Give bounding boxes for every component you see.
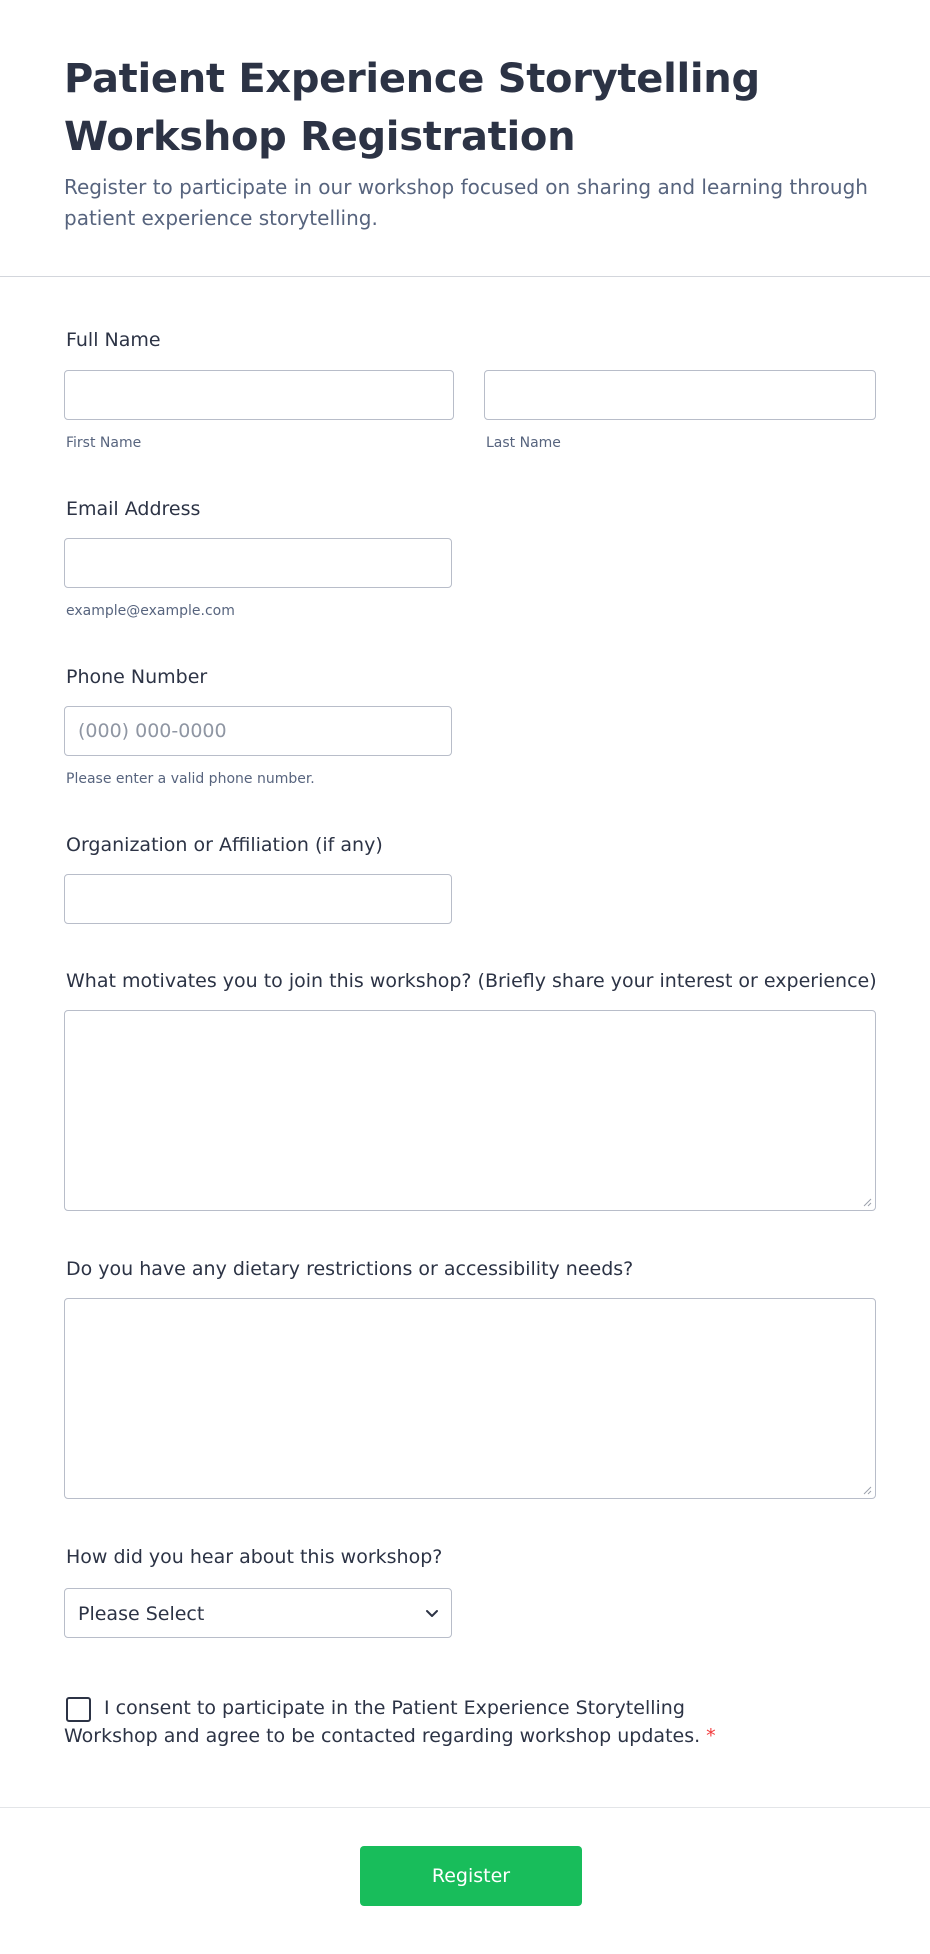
- full-name-label: Full Name: [66, 329, 161, 351]
- phone-placeholder: (000) 000-0000: [78, 720, 227, 742]
- first-name-input[interactable]: [64, 370, 454, 420]
- needs-label: Do you have any dietary restrictions or accessibility needs?: [66, 1258, 634, 1280]
- phone-sublabel: Please enter a valid phone number.: [66, 771, 315, 787]
- phone-label: Phone Number: [66, 666, 208, 688]
- needs-textarea[interactable]: [64, 1298, 876, 1499]
- email-input[interactable]: [64, 538, 452, 588]
- required-asterisk: *: [706, 1725, 716, 1747]
- last-name-input[interactable]: [484, 370, 876, 420]
- chevron-down-icon: [423, 1604, 441, 1622]
- resize-grip-icon[interactable]: [862, 1485, 872, 1495]
- motivation-label: What motivates you to join this workshop? (Briefly share your interest or experience): [66, 970, 877, 992]
- referral-label: How did you hear about this workshop?: [66, 1546, 443, 1568]
- organization-input[interactable]: [64, 874, 452, 924]
- register-button[interactable]: Register: [360, 1846, 582, 1906]
- page-title: Patient Experience Storytelling Workshop Registration: [64, 56, 760, 160]
- form-header: [64, 50, 884, 234]
- phone-input[interactable]: [64, 706, 452, 756]
- email-label: Email Address: [66, 498, 201, 520]
- email-sublabel: example@example.com: [66, 603, 235, 619]
- consent-text-block: [64, 1694, 784, 1750]
- first-name-sublabel: First Name: [66, 435, 142, 451]
- last-name-sublabel: Last Name: [486, 435, 561, 451]
- footer-divider: [0, 1807, 930, 1808]
- header-divider: [0, 276, 930, 277]
- referral-select[interactable]: [64, 1588, 452, 1638]
- motivation-textarea[interactable]: [64, 1010, 876, 1211]
- referral-selected-value: Please Select: [78, 1603, 205, 1625]
- organization-label: Organization or Affiliation (if any): [66, 834, 383, 856]
- page-subtitle: Register to participate in our workshop focused on sharing and learning through patient experience storytelling.: [64, 175, 868, 230]
- resize-grip-icon[interactable]: [862, 1197, 872, 1207]
- consent-label: I consent to participate in the Patient Experience Storytelling Workshop and agree to be contacted regarding workshop updates.: [64, 1697, 701, 1747]
